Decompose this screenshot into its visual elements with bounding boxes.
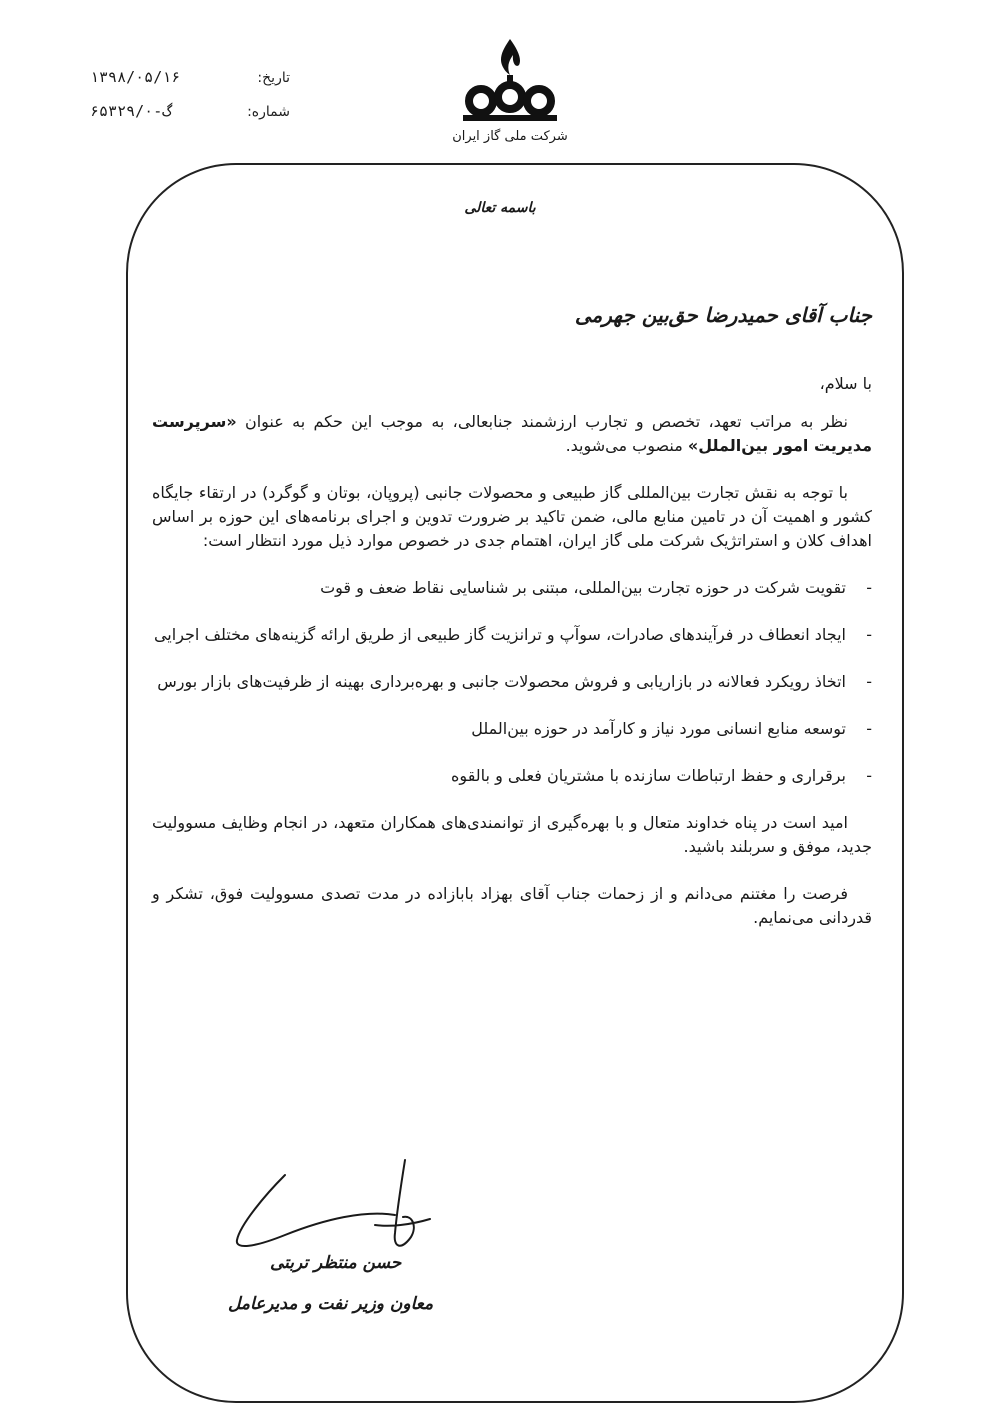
signer-name: حسن منتظر تربتی — [270, 1253, 402, 1273]
date-value: ۱۳۹۸/۰۵/۱۶ — [90, 68, 181, 86]
list-item — [152, 576, 872, 600]
paragraph-appointment — [152, 410, 872, 458]
greeting: با سلام، — [819, 374, 872, 393]
number-row — [90, 102, 290, 136]
bullet-dash: - — [866, 672, 872, 691]
appointment-text-2: منصوب می‌شوید. — [565, 436, 688, 455]
nigc-flame-logo-icon — [455, 35, 565, 127]
letter-body — [152, 372, 872, 953]
number-value: گ-۶۵۳۲۹/۰ — [90, 102, 172, 120]
bullet-text: برقراری و حفظ ارتباطات سازنده با مشتریان فعلی و بالقوه — [451, 766, 846, 785]
logo-caption: شرکت ملی گاز ایران — [452, 129, 568, 144]
bullet-dash: - — [866, 719, 872, 738]
list-item — [152, 717, 872, 741]
bullet-dash: - — [866, 766, 872, 785]
invocation: باسمه تعالی — [464, 200, 536, 216]
number-label: شماره: — [247, 104, 290, 120]
date-label: تاریخ: — [257, 70, 290, 86]
list-item — [152, 623, 872, 647]
list-item — [152, 764, 872, 788]
bullet-text: تقویت شرکت در حوزه تجارت بین‌المللی، مبتنی بر شناسایی نقاط ضعف و قوت — [320, 578, 846, 597]
appointment-text-1: نظر به مراتب تعهد، تخصص و تجارب ارزشمند جنابعالی، به موجب این حکم به عنوان — [236, 412, 848, 431]
paragraph-context: با توجه به نقش تجارت بین‌المللی گاز طبیعی و محصولات جانبی (پروپان، بوتان و گوگرد) در ارتقاء جایگاه کشور و اهمیت آن در تامین منابع مالی، ضمن تاکید بر ضرورت تدوین و اجرای برنامه‌های این حوزه بر اساس اهداف کلان و استراتژیک شرکت ملی گاز ایران، اهتمام جدی در خصوص موارد ذیل مورد انتظار است: — [152, 483, 872, 550]
bullet-text: اتخاذ رویکرد فعالانه در بازاریابی و فروش محصولات جانبی و بهره‌برداری بهینه از ظرفیت‌های بازار بورس — [157, 672, 846, 691]
list-item — [152, 670, 872, 694]
signature-mark-icon — [225, 1155, 445, 1265]
date-row — [90, 68, 290, 102]
bullet-dash: - — [866, 625, 872, 644]
company-logo — [440, 35, 580, 165]
appointment-position: «سرپرست مدیریت امور بین‌الملل» — [152, 412, 872, 455]
bullet-text: ایجاد انعطاف در فرآیندهای صادرات، سوآپ و ترانزیت گاز طبیعی از طریق ارائه گزینه‌های مختلف اجرایی — [153, 625, 846, 644]
paragraph-thanks: فرصت را مغتنم می‌دانم و از زحمات جناب آقای بهزاد بابازاده در مدت تصدی مسوولیت فوق، تشکر و قدردانی می‌نمایم. — [152, 884, 872, 927]
paragraph-wishes: امید است در پناه خداوند متعال و با بهره‌گیری از توانمندی‌های همکاران متعهد، در انجام وظایف مسوولیت جدید، موفق و سربلند باشید. — [152, 813, 872, 856]
letter-meta — [90, 68, 290, 136]
bullet-dash: - — [866, 578, 872, 597]
bullet-text: توسعه منابع انسانی مورد نیاز و کارآمد در حوزه بین‌الملل — [471, 719, 846, 738]
recipient: جناب آقای حمیدرضا حق‌بین جهرمی — [574, 303, 872, 327]
signer-title: معاون وزیر نفت و مدیرعامل — [228, 1294, 434, 1314]
